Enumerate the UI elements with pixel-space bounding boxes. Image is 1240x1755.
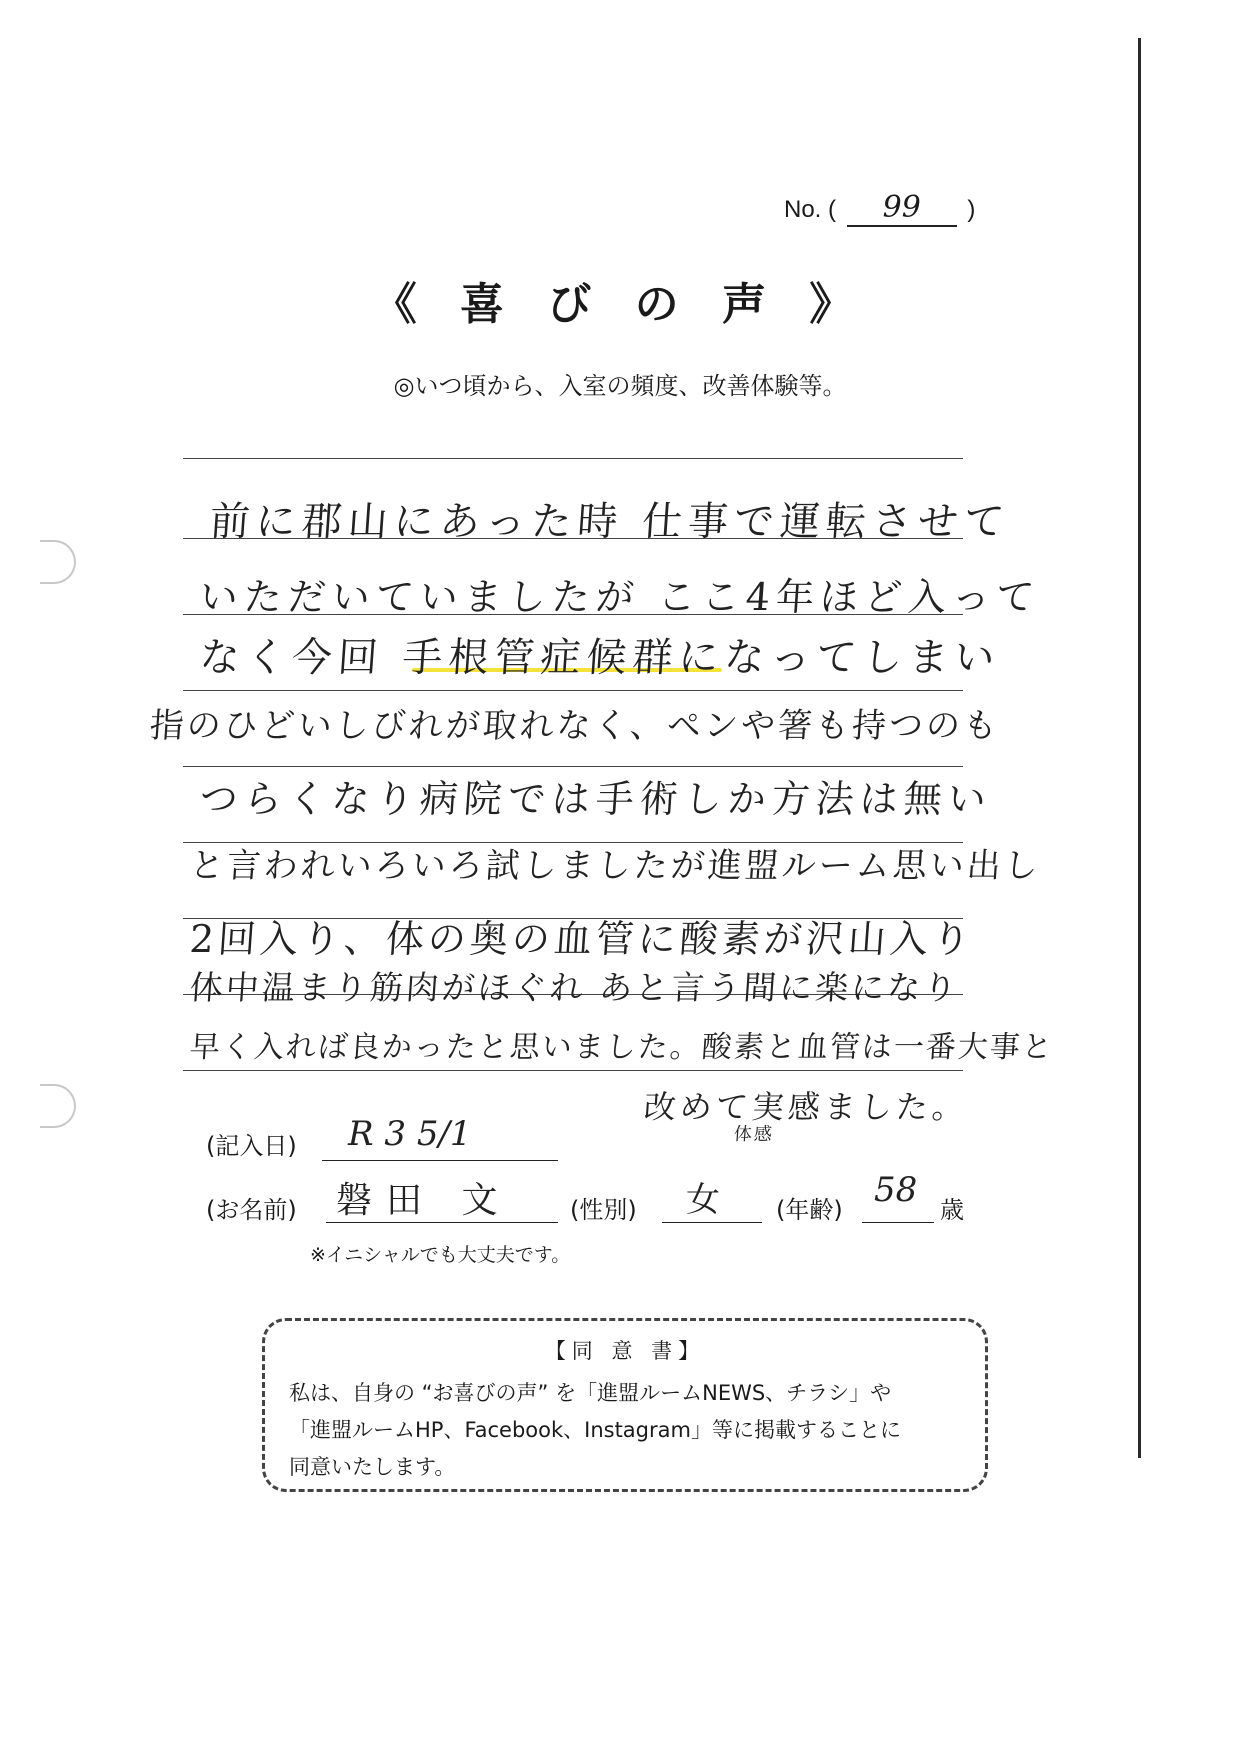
age-value: 58 (874, 1170, 918, 1210)
consent-box (262, 1318, 988, 1492)
consent-title: 【同 意 書】 (544, 1339, 706, 1363)
handwritten-line: なく今回 手根管症候群になってしまい (198, 635, 1003, 681)
page-title: 《 喜 び の 声 》 (372, 279, 868, 330)
initials-note: ※イニシャルでも大丈夫です。 (310, 1244, 571, 1266)
handwritten-line: つらくなり病院では手術しか方法は無い (198, 777, 994, 821)
name-value: 磐田 文 (336, 1180, 512, 1221)
date-label: (記入日) (206, 1132, 297, 1160)
form-number-label: No. (784, 196, 822, 223)
form-number-open: ( (828, 196, 837, 223)
consent-body (289, 1375, 961, 1486)
handwritten-annotation: 体感 (733, 1124, 775, 1145)
handwritten-line: 2回入り、体の奥の血管に酸素が沢山入り (188, 917, 976, 961)
gender-value: 女 (686, 1180, 720, 1220)
page-subtitle: ◎いつ頃から、入室の頻度、改善体験等。 (393, 372, 847, 400)
date-value: R 3 5/1 (348, 1114, 472, 1154)
form-number-value: 99 (847, 190, 957, 227)
ruled-line (183, 690, 963, 691)
consent-line: 「進盟ルームHP、Facebook、Instagram」等に掲載することに (289, 1418, 901, 1442)
ruled-line (183, 766, 963, 767)
binder-edge-line (1138, 38, 1141, 1458)
form-number-close: ) (967, 196, 976, 223)
consent-line: 同意いたします。 (289, 1455, 456, 1479)
handwritten-line: 改めて実感ました。 (642, 1088, 970, 1126)
name-label: (お名前) (206, 1196, 297, 1224)
ruled-line (183, 1070, 963, 1071)
handwritten-line: 体中温まり筋肉がほぐれ あと言う間に楽になり (188, 968, 961, 1007)
age-label: (年齢) (776, 1196, 843, 1224)
consent-line: 私は、自身の “お喜びの声” を「進盟ルームNEWS、チラシ」や (289, 1381, 892, 1405)
handwritten-line: 指のひどいしびれが取れなく、ペンや箸も持つのも (148, 706, 1002, 746)
handwritten-line: と言われいろいろ試しましたが進盟ルーム思い出し (188, 846, 1043, 886)
handwritten-line: 早く入れば良かったと思いました。酸素と血管は一番大事と (188, 1030, 1055, 1065)
form-number (784, 190, 975, 227)
punch-hole (40, 540, 76, 584)
ruled-line (183, 458, 963, 459)
gender-label: (性別) (570, 1196, 637, 1224)
handwritten-line: いただいていましたが ここ4年ほど入って (198, 575, 1042, 619)
age-unit: 歳 (940, 1196, 964, 1224)
punch-hole (40, 1084, 76, 1128)
handwritten-line: 前に郡山にあった時 仕事で運転させて (208, 499, 1012, 545)
